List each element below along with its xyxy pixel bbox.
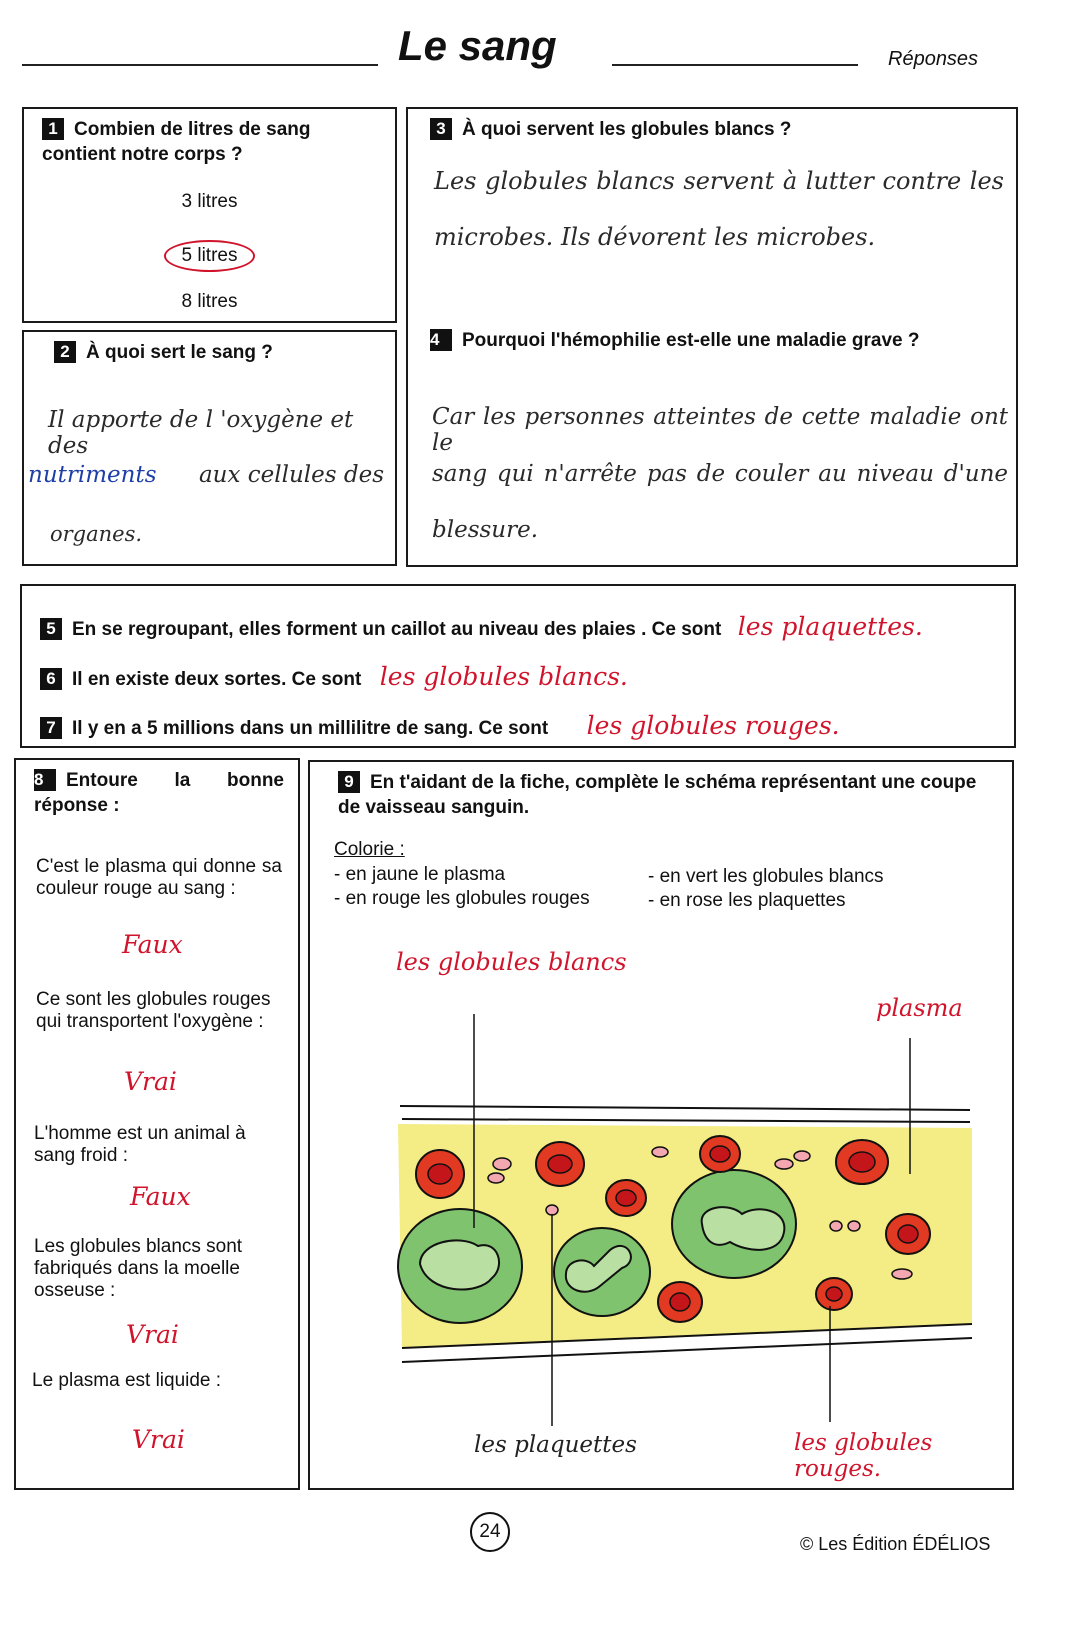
vessel-wall-top [400,1106,970,1110]
vessel-wall-top-inner [402,1119,970,1122]
answer-2-line2 [28,462,384,488]
answer-6: les globules blancs. [379,662,628,691]
option-5-litres-label: 5 litres [164,240,256,272]
question-7-text: Il y en a 5 millions dans un millilitre de sang. Ce sont [72,718,549,739]
label-platelets: les plaquettes [474,1432,637,1458]
statement-5: Le plasma est liquide : [32,1370,222,1391]
red-blood-cell-3 [606,1180,646,1216]
colorie-item-red: - en rouge les globules rouges [334,888,590,909]
answer-4-line3: blessure. [432,517,539,543]
question-5-number: 5 [40,618,62,640]
copyright: © Les Édition ÉDÉLIOS [800,1534,991,1554]
answer-2-rest: aux cellules des [198,462,384,488]
question-8-text: Entoure la bonne réponse : [34,770,284,816]
question-4-text: Pourquoi l'hémophilie est-elle une maladie grave ? [462,330,920,351]
answer-5: les plaquettes. [737,612,923,641]
red-blood-cell-4 [700,1136,740,1172]
question-1-box [22,107,397,323]
question-5 [40,612,923,642]
statement-3: L'homme est un animal à sang froid : [34,1123,246,1166]
answer-8-2[interactable]: Vrai [124,1067,177,1096]
question-9-text: En t'aidant de la fiche, complète le schéma représentant une coupe de vaisseau sanguin. [338,772,977,818]
option-5-litres[interactable] [24,240,395,272]
page-number: 24 [479,1521,501,1542]
page-subtitle: Réponses [888,48,979,70]
answer-8-1[interactable]: Faux [122,930,183,959]
question-1 [42,117,378,167]
blood-vessel-diagram [310,762,1012,1488]
question-6-number: 6 [40,668,62,690]
question-2-box [22,330,397,566]
question-7-number: 7 [40,717,62,739]
question-3 [430,117,791,142]
red-blood-cell-5 [836,1140,888,1184]
question-1-number: 1 [42,118,64,140]
question-8 [34,768,284,818]
question-2 [54,340,273,365]
answer-7: les globules rouges. [586,711,840,740]
header-rule-left [22,64,378,66]
answer-4-line1: Car les personnes atteintes de cette maladie ont le [432,404,1008,456]
label-red-cells: les globules rouges. [794,1430,933,1482]
red-blood-cell-8 [816,1278,852,1310]
questions-3-4-box [406,107,1018,567]
question-9-number: 9 [338,771,360,793]
question-3-number: 3 [430,118,452,140]
answer-3-line2: microbes. Ils dévorent les microbes. [434,223,876,251]
question-7 [40,711,840,741]
answer-3-line1: Les globules blancs servent à lutter contre les [434,167,1004,195]
statement-2: Ce sont les globules rouges qui transportent l'oxygène : [36,989,271,1032]
question-4-number: 4 [430,329,452,351]
colorie-title: Colorie : [334,839,405,860]
question-2-number: 2 [54,341,76,363]
question-6 [40,662,628,692]
question-2-text: À quoi sert le sang ? [86,342,273,363]
questions-5-7-box [20,584,1016,748]
red-blood-cell-6 [886,1214,930,1254]
question-6-text: Il en existe deux sortes. Ce sont [72,669,362,690]
colorie-item-pink: - en rose les plaquettes [648,890,846,911]
question-4 [430,328,998,353]
white-blood-cell-1 [398,1209,522,1323]
answer-8-3[interactable]: Faux [130,1182,191,1211]
red-blood-cell-2 [536,1142,584,1186]
white-blood-cell-3 [672,1170,796,1278]
option-3-litres[interactable]: 3 litres [181,191,238,212]
question-8-number: 8 [34,769,56,791]
answer-8-5[interactable]: Vrai [132,1425,185,1454]
header-rule-right [612,64,858,66]
red-blood-cell-1 [416,1150,464,1198]
answer-2-line1: Il apporte de l 'oxygène et des [48,407,354,459]
question-9-box [308,760,1014,1490]
colorie-item-yellow: - en jaune le plasma [334,864,506,885]
question-8-box [14,758,300,1490]
answer-8-4[interactable]: Vrai [126,1320,179,1349]
label-plasma: plasma [876,994,963,1022]
red-blood-cell-7 [658,1282,702,1322]
white-blood-cell-2 [554,1228,650,1316]
colorie-item-green: - en vert les globules blancs [648,866,884,887]
answer-4-line2: sang qui n'arrête pas de couler au niveau d'une [432,461,1008,487]
page-title: Le sang [398,22,557,69]
question-1-text: Combien de litres de sang contient notre corps ? [42,119,311,165]
question-5-text: En se regroupant, elles forment un caillot au niveau des plaies . Ce sont [72,619,722,640]
statement-4: Les globules blancs sont fabriqués dans la moelle osseuse : [34,1236,243,1301]
page-number-badge [470,1512,510,1552]
answer-2-line3: organes. [50,522,143,546]
label-white-cells: les globules blancs [396,948,627,976]
option-8-litres[interactable]: 8 litres [181,291,238,312]
answer-2-nutriments: nutriments [28,462,157,488]
statement-1: C'est le plasma qui donne sa couleur rouge au sang : [36,856,282,899]
question-3-text: À quoi servent les globules blancs ? [462,119,792,140]
